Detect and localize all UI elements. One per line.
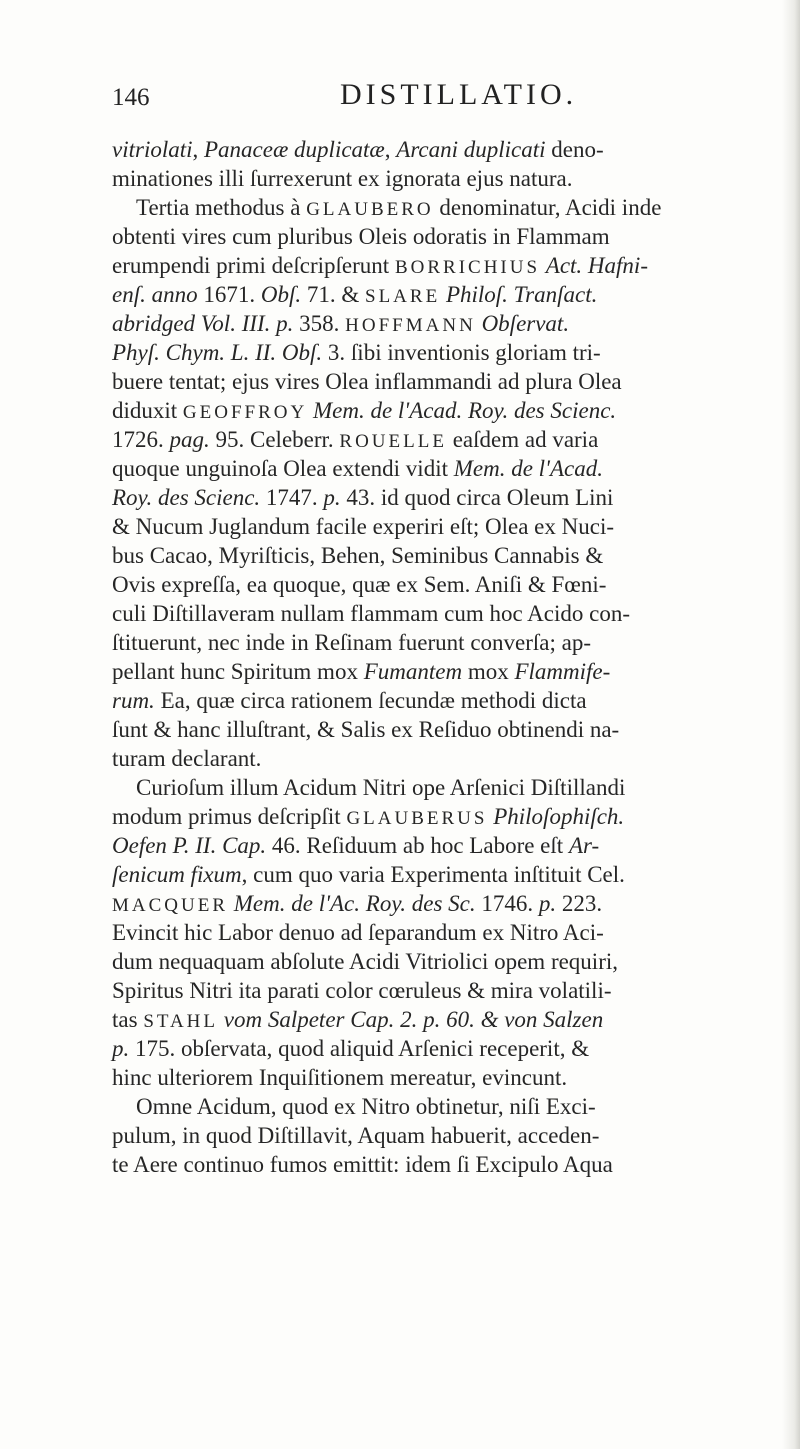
text-line — [112, 831, 792, 860]
text-segment: STAHL — [143, 1011, 219, 1032]
text-line — [112, 454, 792, 483]
text-segment: ROUELLE — [339, 431, 447, 452]
text-segment: Tertia methodus à — [136, 195, 307, 220]
text-segment: , cum quo varia Experimenta inſtituit Cel. — [241, 862, 625, 887]
text-line — [112, 512, 792, 541]
page-number: 146 — [112, 84, 150, 111]
text-line — [112, 396, 792, 425]
text-line — [112, 744, 792, 773]
text-segment: p. — [112, 1036, 130, 1061]
text-segment: bus Cacao, Myriſticis, Behen, Seminibus Cannabis & — [112, 543, 604, 568]
text-segment: 95. Celeberr. — [209, 427, 340, 452]
text-segment: Arcani duplicati — [396, 137, 546, 162]
text-segment: Philoſophiſch. — [493, 804, 625, 829]
text-line — [112, 1121, 792, 1150]
text-segment: eaſdem ad varia — [446, 427, 599, 452]
body-text — [112, 135, 792, 1179]
text-line — [112, 657, 792, 686]
text-segment: 71. & — [301, 282, 365, 307]
text-segment: 1726. — [112, 427, 170, 452]
text-segment: Spiritus Nitri ita parati color cœruleus & mira volatili- — [112, 978, 612, 1003]
text-line — [112, 802, 792, 831]
text-segment: Obſ. — [260, 282, 302, 307]
text-segment: p. — [538, 891, 557, 916]
text-segment: minationes illi ſurrexerunt ex ignorata ejus natura. — [112, 166, 573, 191]
text-line — [112, 918, 792, 947]
text-segment: pellant hunc Spiritum mox — [112, 659, 364, 684]
text-segment: 1746. — [475, 891, 539, 916]
text-segment: Obſervat. — [481, 311, 570, 336]
text-line — [112, 1034, 792, 1063]
text-segment: Act. Hafni- — [545, 253, 648, 278]
text-segment: HOFFMANN — [345, 315, 476, 336]
text-segment: turam declarant. — [112, 746, 262, 771]
text-line — [112, 135, 792, 164]
text-segment: MACQUER — [112, 895, 229, 916]
text-segment: denominatur, Acidi inde — [433, 195, 662, 220]
text-segment: Panaceæ duplicatæ — [204, 137, 385, 162]
text-segment: , — [384, 137, 397, 162]
text-segment: SLARE — [365, 286, 441, 307]
text-segment: modum primus deſcripſit — [112, 804, 347, 829]
text-line — [112, 164, 792, 193]
text-line — [112, 860, 792, 889]
text-segment: & Nucum Juglandum facile experiri eſt; Olea ex Nuci- — [112, 514, 614, 539]
text-segment: 46. Reſiduum ab hoc Labore eſt — [266, 833, 569, 858]
running-head: DISTILLATIO. — [340, 78, 578, 111]
text-line — [112, 483, 792, 512]
text-line — [112, 541, 792, 570]
text-segment: deno- — [545, 137, 604, 162]
text-line — [112, 628, 792, 657]
text-segment: mox — [462, 659, 515, 684]
text-segment: Ea, quæ circa rationem ſecundæ methodi dicta — [154, 688, 587, 713]
text-segment: Omne Acidum, quod ex Nitro obtinetur, niſi Exci- — [136, 1094, 596, 1119]
text-segment: ſtituerunt, nec inde in Reſinam fuerunt converſa; ap- — [112, 630, 592, 655]
text-segment: Mem. de l'Acad. Roy. des Scienc. — [312, 398, 617, 423]
page-header — [112, 78, 772, 118]
text-segment: GLAUBERUS — [346, 808, 488, 829]
text-line — [112, 1092, 792, 1121]
text-segment: rum. — [112, 688, 155, 713]
text-segment: erumpendi primi deſcripſerunt — [112, 253, 395, 278]
text-segment: 3. ſibi inventionis gloriam tri- — [322, 340, 601, 365]
text-segment: , — [192, 137, 204, 162]
text-line — [112, 1005, 792, 1034]
text-segment: pulum, in quod Diſtillavit, Aquam habuerit, acceden- — [112, 1123, 600, 1148]
text-line — [112, 570, 792, 599]
text-segment: Roy. des Scienc. — [112, 485, 261, 510]
text-segment: Philoſ. Tranſact. — [445, 282, 598, 307]
text-segment: ſenicum fixum — [112, 862, 242, 887]
text-segment: dum nequaquam abſolute Acidi Vitriolici opem requiri, — [112, 949, 618, 974]
text-segment: culi Diſtillaveram nullam flammam cum hoc Acido con- — [112, 601, 630, 626]
text-segment: vom Salpeter Cap. 2. p. 60. & von Salzen — [223, 1007, 604, 1032]
text-segment: obtenti vires cum pluribus Oleis odoratis in Flammam — [112, 224, 610, 249]
text-segment: 175. obſervata, quod aliquid Arſenici receperit, & — [129, 1036, 590, 1061]
text-segment: Oefen P. II. Cap. — [112, 833, 267, 858]
text-segment: 1747. — [260, 485, 324, 510]
text-line — [112, 338, 792, 367]
text-line — [112, 889, 792, 918]
text-line — [112, 280, 792, 309]
text-line — [112, 251, 792, 280]
text-line — [112, 1063, 792, 1092]
text-line — [112, 1150, 792, 1179]
text-segment: Fumantem — [363, 659, 463, 684]
text-segment: Flammife- — [514, 659, 611, 684]
text-line — [112, 599, 792, 628]
text-segment: pag. — [169, 427, 210, 452]
text-segment: BORRICHIUS — [394, 257, 541, 278]
text-segment: enſ. anno — [112, 282, 198, 307]
text-segment: GEOFFROY — [182, 402, 308, 423]
text-segment: p. — [323, 485, 341, 510]
text-line — [112, 947, 792, 976]
text-segment: 1671. — [197, 282, 261, 307]
text-line — [112, 425, 792, 454]
text-segment: hinc ulteriorem Inquiſitionem mereatur, evincunt. — [112, 1065, 568, 1090]
text-segment: tas — [112, 1007, 144, 1032]
text-segment: Ar- — [568, 833, 600, 858]
text-segment: quoque unguinoſa Olea extendi vidit — [112, 456, 454, 481]
text-segment: ſunt & hanc illuſtrant, & Salis ex Reſiduo obtinendi na- — [112, 717, 620, 742]
text-line — [112, 686, 792, 715]
text-segment: 43. id quod circa Oleum Lini — [340, 485, 614, 510]
text-segment: Evincit hic Labor denuo ad ſeparandum ex Nitro Aci- — [112, 920, 604, 945]
text-line — [112, 222, 792, 251]
text-line — [112, 193, 792, 222]
text-segment: Mem. de l'Acad. — [453, 456, 603, 481]
text-segment: vitriolati — [112, 137, 193, 162]
text-line — [112, 309, 792, 338]
text-segment: Ovis expreſſa, ea quoque, quæ ex Sem. Aniſi & Fœni- — [112, 572, 607, 597]
text-segment: 223. — [556, 891, 603, 916]
text-line — [112, 715, 792, 744]
text-segment: Curioſum illum Acidum Nitri ope Arſenici Diſtillandi — [136, 775, 626, 800]
text-line — [112, 976, 792, 1005]
text-line — [112, 773, 792, 802]
text-line — [112, 367, 792, 396]
text-segment: 358. — [293, 311, 346, 336]
text-segment: te Aere continuo fumos emittit: idem ſi Excipulo Aqua — [112, 1152, 613, 1177]
text-segment: Phyſ. Chym. L. II. Obſ. — [112, 340, 323, 365]
text-segment: buere tentat; ejus vires Olea inflammandi ad plura Olea — [112, 369, 622, 394]
text-segment: diduxit — [112, 398, 183, 423]
text-segment: abridged Vol. III. p. — [112, 311, 294, 336]
text-segment: GLAUBERO — [306, 199, 434, 220]
text-segment: Mem. de l'Ac. Roy. des Sc. — [233, 891, 476, 916]
